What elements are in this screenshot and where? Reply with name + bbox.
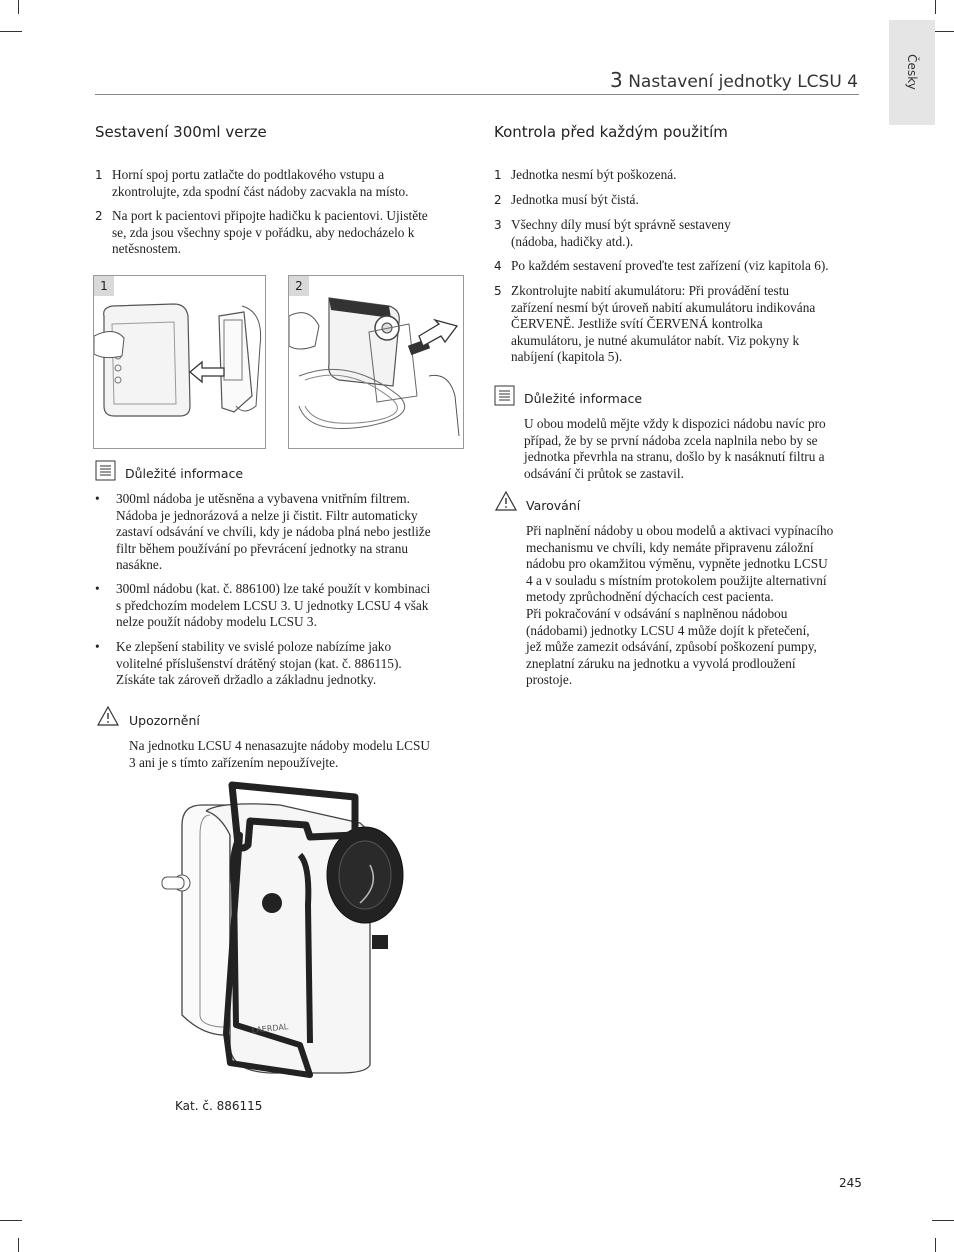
- bullet-line: nasákne.: [116, 557, 163, 573]
- step-number: 3: [494, 218, 502, 232]
- chapter-title: Nastavení jednotky LCSU 4: [628, 72, 858, 92]
- bullet-line: Ke zlepšení stability ve svislé poloze nabízíme jako: [116, 639, 392, 654]
- crop-mark: [932, 31, 954, 32]
- warning-line: jež může zamezit odsávání, způsobí poškození pumpy,: [526, 639, 817, 655]
- step-number: 2: [95, 209, 103, 223]
- step-line: netěsnostem.: [112, 241, 182, 257]
- note-icon: [95, 460, 117, 482]
- step-line: nabíjení (kapitola 5).: [511, 349, 623, 365]
- step-line: Na port k pacientovi připojte hadičku k pacientovi. Ujistěte: [112, 208, 428, 223]
- figure-2: [288, 275, 464, 449]
- left-note-title: Důležité informace: [125, 466, 244, 481]
- step-line: Všechny díly musí být správně sestaveny: [511, 217, 731, 232]
- warning-title: Varování: [526, 498, 581, 513]
- step-number: 1: [95, 168, 103, 182]
- note-line: jednotka převrhla na stranu, došlo by k nasáknutí filtru a: [524, 449, 825, 465]
- caution-line: 3 ani je s tímto zařízením nepoužívejte.: [129, 754, 339, 770]
- stand-illustration: [160, 775, 420, 1085]
- note-line: U obou modelů mějte vždy k dispozici nádobu navíc pro: [524, 416, 826, 431]
- warning-line: Při pokračování v odsávání s naplněnou nádobou: [526, 605, 788, 621]
- step-line: Po každém sestavení proveďte test zařízení (viz kapitola 6).: [511, 258, 829, 273]
- crop-mark: [0, 1220, 22, 1221]
- step-line: zařízení nesmí být úroveň nabití akumulátoru indikována: [511, 299, 816, 315]
- figure-2-label: 2: [289, 276, 309, 296]
- step-line: akumulátoru, je nutné akumulátor nabít. Viz pokyny k: [511, 332, 800, 348]
- step-line: Horní spoj portu zatlačte do podtlakového vstupu a: [112, 167, 385, 182]
- crop-mark: [18, 0, 19, 14]
- step-line: Jednotka nesmí být poškozená.: [511, 167, 677, 182]
- warning-line: nádobu pro okamžitou výměnu, vypněte jednotku LCSU: [526, 556, 828, 572]
- bullet-line: zastaví odsávání ve chvíli, kdy je nádoba plná nebo jestliže: [116, 524, 431, 540]
- warning-line: (nádobami) jednotky LCSU 4 může dojít k přetečení,: [526, 622, 810, 638]
- caution-icon: [96, 705, 120, 727]
- step-number: 1: [494, 168, 502, 182]
- crop-mark: [18, 1238, 19, 1252]
- crop-mark: [0, 31, 22, 32]
- step-line: se, zda jsou všechny spoje v pořádku, aby nedocházelo k: [112, 224, 415, 240]
- step-line: Jednotka musí být čistá.: [511, 192, 639, 207]
- warning-text: [526, 523, 866, 689]
- caution-title: Upozornění: [129, 713, 200, 728]
- step-line: (nádoba, hadičky atd.).: [511, 233, 634, 249]
- language-tab-label: Česky: [905, 54, 919, 90]
- step-number: 4: [494, 259, 502, 273]
- bullet-line: 300ml nádoba je utěsněna a vybavena vnitřním filtrem.: [116, 491, 410, 506]
- step-number: 5: [494, 284, 502, 298]
- bullet-line: Nádoba je jednorázová a nelze ji čistit. Filtr automaticky: [116, 507, 418, 523]
- figure-1: [93, 275, 266, 449]
- warning-line: Při naplnění nádoby u obou modelů a aktivaci vypínacího: [526, 523, 834, 538]
- caution-text: [129, 738, 469, 771]
- bullet-line: Získáte tak zároveň držadlo a základnu jednotky.: [116, 672, 377, 688]
- bullet-line: volitelné příslušenství drátěný stojan (kat. č. 886115).: [116, 655, 402, 671]
- bullet-line: 300ml nádobu (kat. č. 886100) lze také použít v kombinaci: [116, 581, 431, 596]
- warning-line: 4 a v souladu s místním protokolem použijte alternativní: [526, 572, 827, 588]
- left-heading: Sestavení 300ml verze: [95, 123, 267, 141]
- warning-line: mechanismu ve chvíli, kdy nemáte připravenu záložní: [526, 539, 814, 555]
- warning-line: zneplatní záruku na jednotku a vyvolá prodloužení: [526, 655, 796, 671]
- warning-icon: [494, 490, 518, 512]
- svg-text:LAERDAL: LAERDAL: [251, 1022, 289, 1035]
- warning-line: metody zprůchodnění dýchacích cest pacienta.: [526, 589, 774, 605]
- note-line: případ, že by se první nádoba zcela naplnila nebo by se: [524, 432, 818, 448]
- right-note-text: [524, 416, 864, 482]
- chapter-header: [610, 68, 858, 92]
- crop-mark: [935, 0, 936, 14]
- step-line: ČERVENĚ. Jestliže svítí ČERVENÁ kontrolka: [511, 316, 763, 332]
- page-number: 245: [839, 1176, 862, 1190]
- bullet-line: s předchozím modelem LCSU 3. U jednotky LCSU 4 však: [116, 597, 429, 613]
- right-heading: Kontrola před každým použitím: [494, 123, 728, 141]
- warning-line: prostoje.: [526, 672, 573, 688]
- figure-caption: Kat. č. 886115: [175, 1099, 263, 1113]
- step-line: zkontrolujte, zda spodní část nádoby zacvakla na místo.: [112, 183, 409, 199]
- step-line: Zkontrolujte nabití akumulátoru: Při provádění testu: [511, 283, 790, 298]
- crop-mark: [935, 1238, 936, 1252]
- note-line: odsávání či průtok se zastavil.: [524, 465, 684, 481]
- bullet-line: filtr během používání po převrácení jednotky na stranu: [116, 540, 409, 556]
- chapter-number: 3: [610, 68, 623, 92]
- crop-mark: [932, 1220, 954, 1221]
- figure-1-label: 1: [94, 276, 114, 296]
- note-icon: [494, 385, 516, 407]
- figure-1-illustration: [94, 276, 265, 448]
- bullet-line: nelze použít nádoby modelu LCSU 3.: [116, 614, 317, 630]
- right-note-title: Důležité informace: [524, 391, 643, 406]
- step-number: 2: [494, 193, 502, 207]
- caution-line: Na jednotku LCSU 4 nenasazujte nádoby modelu LCSU: [129, 738, 430, 753]
- figure-2-illustration: [289, 276, 463, 448]
- header-rule: [95, 94, 859, 95]
